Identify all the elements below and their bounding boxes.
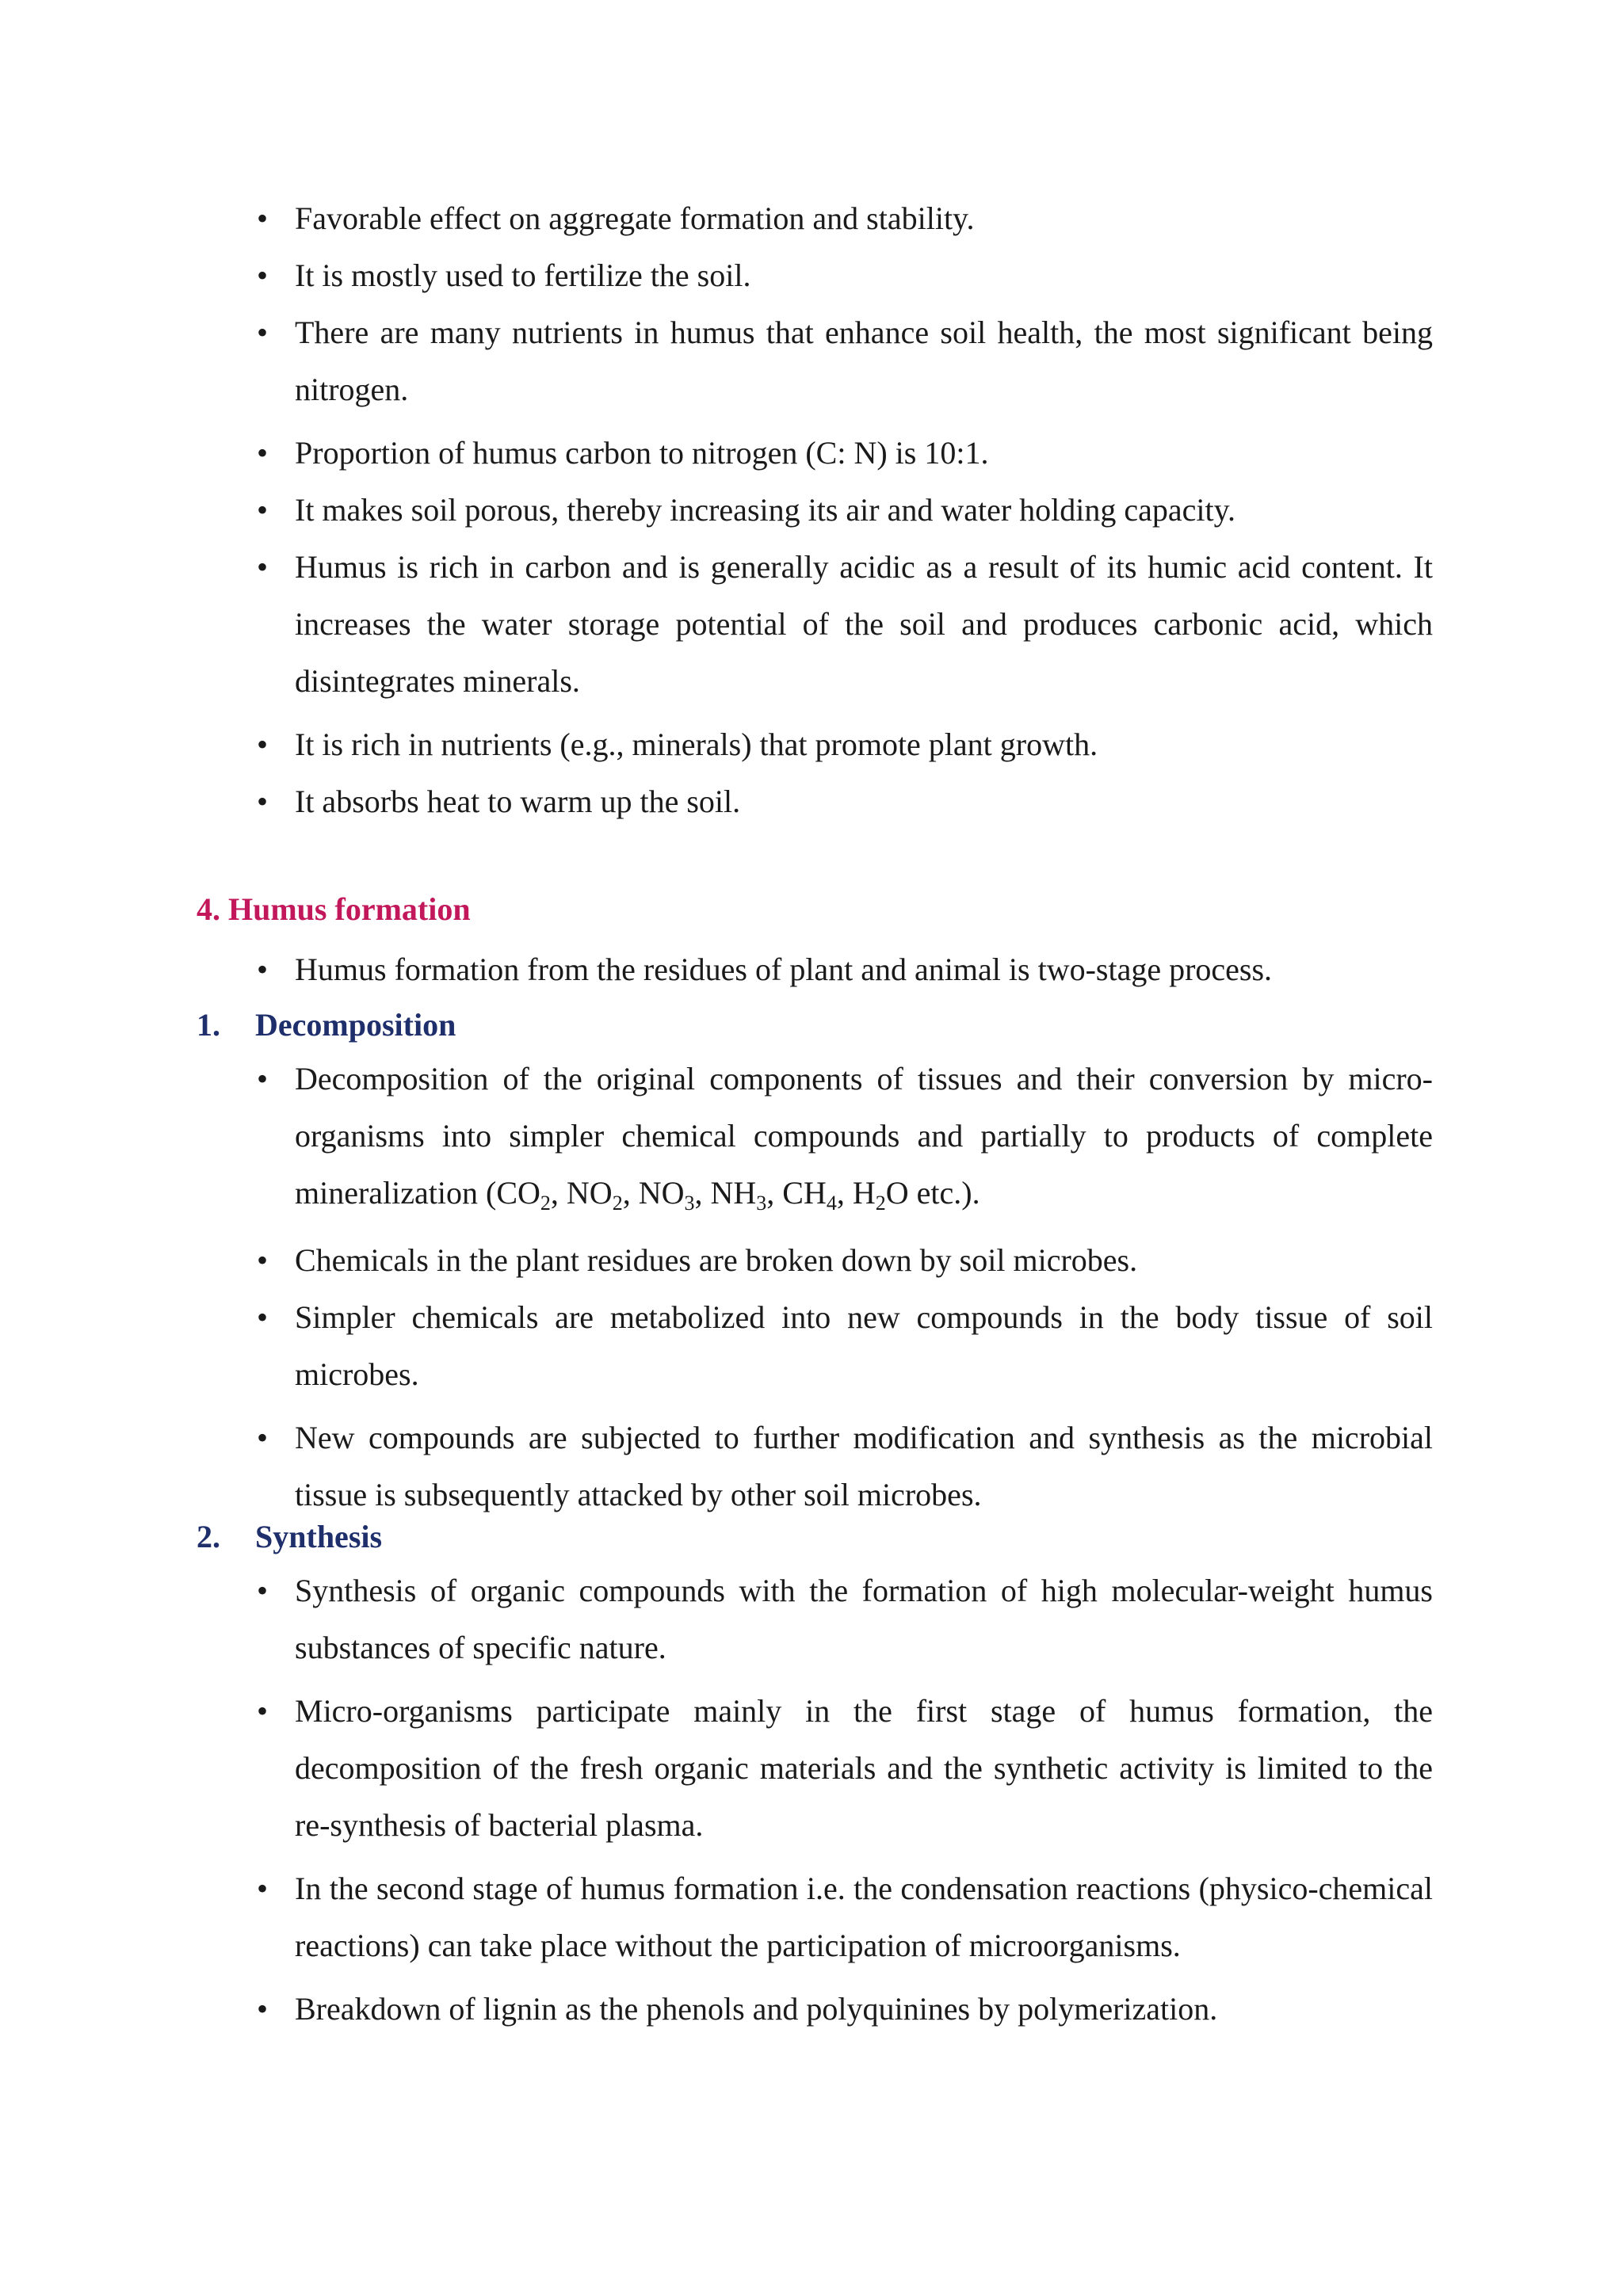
list-item-text: Breakdown of lignin as the phenols and polyquinines by polymerization. [295,1991,1218,2027]
formula-ch4: CH [782,1175,827,1211]
list-item-text: Simpler chemicals are metabolized into new compounds in the body tissue of soil microbes. [295,1299,1433,1392]
list-item-text: Humus is rich in carbon and is generally acidic as a result of its humic acid content. It increases the water storage potential of the soil and produces carbonic acid, which disintegrates minerals. [295,549,1433,699]
bullet-icon [250,716,274,773]
section-intro-block [197,941,1433,998]
synthesis-list-block [197,1562,1433,2038]
list-item [197,1409,1433,1524]
properties-list [197,190,1433,830]
decomposition-list-block [197,1051,1433,1524]
bullet-icon [250,539,274,596]
bullet-icon [250,941,274,998]
list-item [197,425,1433,482]
bullet-icon [250,1232,274,1289]
bullet-icon [250,482,274,539]
list-item [197,1051,1433,1226]
decomposition-first-text: Decomposition of the original components of tissues and their conversion by micro-organisms into simpler chemical compounds and partially to products of complete mineralization ( [295,1061,1433,1211]
list-item [197,1289,1433,1403]
decomposition-title: Decomposition [255,1007,456,1043]
decomposition-list [197,1051,1433,1524]
properties-list-block [197,190,1433,830]
list-item-text: Proportion of humus carbon to nitrogen (C: N) is 10:1. [295,435,989,471]
formula-suffix: O etc.). [885,1175,980,1211]
formula-nh3: NH [710,1175,757,1211]
list-item-text: Chemicals in the plant residues are broken down by soil microbes. [295,1242,1138,1278]
bullet-icon [250,1683,274,1740]
synthesis-number: 2. [197,1519,220,1554]
list-item-text: It makes soil porous, thereby increasing its air and water holding capacity. [295,492,1236,528]
list-item-text: New compounds are subjected to further modification and synthesis as the microbial tissue is subsequently attacked by other soil microbes. [295,1420,1433,1512]
formula-no3-sub: 3 [684,1192,695,1215]
list-item [197,773,1433,830]
decomposition-number: 1. [197,1007,220,1043]
list-item [197,539,1433,710]
synthesis-title: Synthesis [255,1519,383,1554]
list-item [197,1562,1433,1676]
list-item [197,716,1433,773]
list-item-text: There are many nutrients in humus that enhance soil health, the most significant being nitrogen. [295,315,1433,407]
list-item-text: It is rich in nutrients (e.g., minerals) that promote plant growth. [295,727,1098,762]
list-item-text: Decomposition of the original components of tissues and their conversion by micro-organisms into simpler chemical compounds and partially to products of complete mineralization ($CO_2$, $NO_2$, $NO_3$, $NH_3$, $CH_4$, $H_2O$ etc.). [295,1061,1433,1215]
formula-no3: NO [638,1175,685,1211]
formula-co-sub: 2 [540,1192,551,1215]
list-item [197,482,1433,539]
list-item [197,1981,1433,2038]
list-item [197,1232,1433,1289]
list-item [197,247,1433,304]
list-item-text: It is mostly used to fertilize the soil. [295,257,751,293]
formula-no2: NO [566,1175,613,1211]
list-item-text: Humus formation from the residues of plant and animal is two-stage process. [295,952,1273,987]
list-item-text: Micro-organisms participate mainly in the first stage of humus formation, the decomposition of the fresh organic materials and the synthetic activity is limited to the re-synthesis of bacterial plasma. [295,1693,1433,1843]
bullet-icon [250,1409,274,1466]
list-item [197,190,1433,247]
synthesis-list [197,1562,1433,2038]
formula-h2o-sub: 2 [875,1192,886,1215]
list-item-text: Synthesis of organic compounds with the formation of high molecular-weight humus substances of specific nature. [295,1573,1433,1665]
bullet-icon [250,1289,274,1346]
bullet-icon [250,247,274,304]
decomposition-heading [197,1001,456,1049]
section-intro-list [197,941,1433,998]
list-item [197,1683,1433,1854]
synthesis-heading [197,1513,382,1561]
bullet-icon [250,1562,274,1619]
bullet-icon [250,1981,274,2038]
bullet-icon [250,1051,274,1108]
formula-nh3-sub: 3 [756,1192,767,1215]
formula-h2o: H [852,1175,876,1211]
list-item-text: In the second stage of humus formation i.e. the condensation reactions (physico-chemical reactions) can take place without the participation of microorganisms. [295,1871,1433,1963]
bullet-icon [250,773,274,830]
list-item [197,1860,1433,1974]
list-item-text: Favorable effect on aggregate formation and stability. [295,200,975,236]
list-item-text: It absorbs heat to warm up the soil. [295,784,741,819]
formula-ch4-sub: 4 [826,1192,837,1215]
formula-co: CO [496,1175,540,1211]
bullet-icon [250,190,274,247]
section-title: 4. Humus formation [197,891,471,927]
bullet-icon [250,1860,274,1917]
list-item [197,941,1433,998]
bullet-icon [250,425,274,482]
formula-no2-sub: 2 [612,1192,623,1215]
bullet-icon [250,304,274,361]
list-item [197,304,1433,418]
